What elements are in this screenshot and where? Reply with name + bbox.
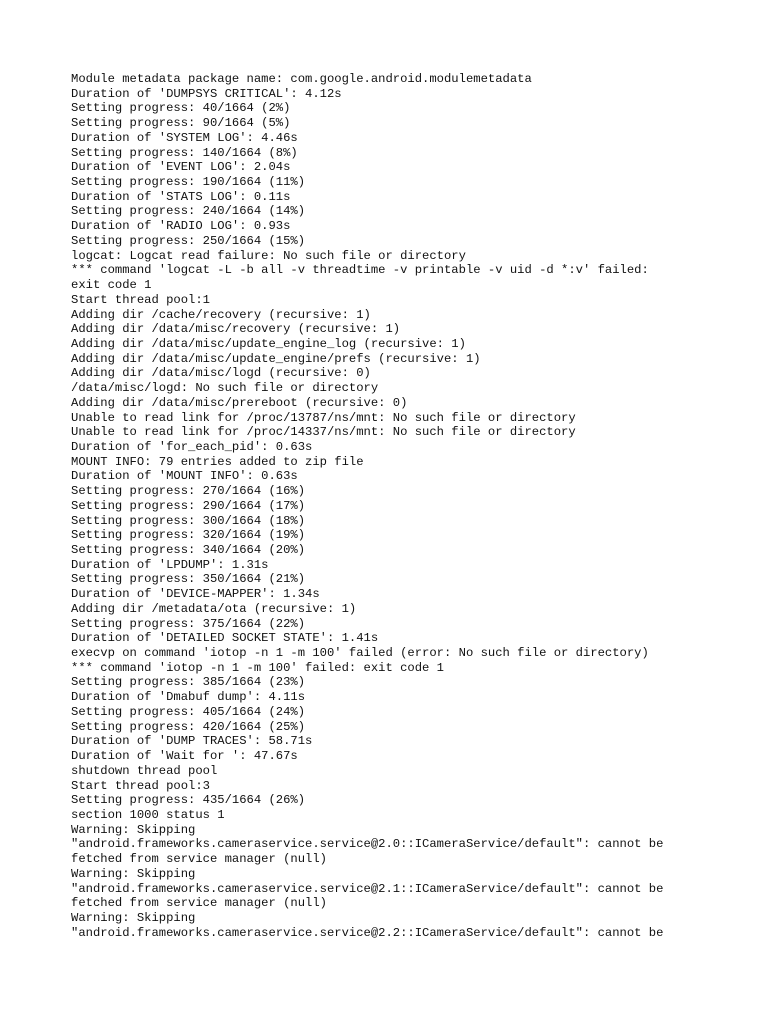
log-line: Setting progress: 385/1664 (23%)	[71, 675, 306, 690]
log-line: "android.frameworks.cameraservice.service@2.2::ICameraService/default": cannot be	[71, 925, 664, 940]
log-line: Setting progress: 290/1664 (17%)	[71, 498, 306, 513]
log-line: Setting progress: 140/1664 (8%)	[71, 145, 298, 160]
log-line: Module metadata package name: com.google.android.modulemetadata	[71, 72, 532, 86]
log-line: Duration of 'Wait for ': 47.67s	[71, 749, 298, 764]
log-line: Setting progress: 405/1664 (24%)	[71, 704, 306, 719]
log-line: Warning: Skipping	[71, 866, 196, 881]
log-line: *** command 'logcat -L -b all -v threadtime -v printable -v uid -d *:v' failed:	[71, 263, 649, 278]
log-line: Unable to read link for /proc/14337/ns/mnt: No such file or directory	[71, 425, 576, 440]
log-line: Duration of 'SYSTEM LOG': 4.46s	[71, 130, 298, 145]
log-line: section 1000 status 1	[71, 807, 225, 822]
log-line: shutdown thread pool	[71, 763, 218, 778]
log-line: Duration of 'DUMPSYS CRITICAL': 4.12s	[71, 86, 342, 101]
log-line: Setting progress: 435/1664 (26%)	[71, 793, 306, 808]
log-line: Setting progress: 270/1664 (16%)	[71, 484, 306, 499]
log-line: Setting progress: 190/1664 (11%)	[71, 175, 306, 190]
log-line: Duration of 'for_each_pid': 0.63s	[71, 439, 313, 454]
log-line: Duration of 'DUMP TRACES': 58.71s	[71, 734, 313, 749]
log-line: "android.frameworks.cameraservice.service@2.1::ICameraService/default": cannot be	[71, 881, 664, 896]
log-line: Setting progress: 375/1664 (22%)	[71, 616, 306, 631]
log-line: Setting progress: 240/1664 (14%)	[71, 204, 306, 219]
log-line: Setting progress: 350/1664 (21%)	[71, 572, 306, 587]
log-line: Duration of 'EVENT LOG': 2.04s	[71, 160, 291, 175]
log-line: Adding dir /metadata/ota (recursive: 1)	[71, 601, 357, 616]
log-line: Duration of 'DETAILED SOCKET STATE': 1.41s	[71, 631, 379, 646]
log-line: Duration of 'DEVICE-MAPPER': 1.34s	[71, 587, 320, 602]
log-line: MOUNT INFO: 79 entries added to zip file	[71, 454, 364, 469]
log-line: Adding dir /data/misc/update_engine_log (recursive: 1)	[71, 336, 466, 351]
log-line: exit code 1	[71, 278, 152, 293]
log-line: Setting progress: 90/1664 (5%)	[71, 116, 291, 131]
log-line: Setting progress: 340/1664 (20%)	[71, 543, 306, 557]
log-line: Duration of 'LPDUMP': 1.31s	[71, 557, 269, 572]
log-line: Warning: Skipping	[71, 910, 196, 925]
log-line: Setting progress: 250/1664 (15%)	[71, 233, 306, 248]
log-line: Adding dir /data/misc/prereboot (recursive: 0)	[71, 395, 408, 410]
log-line: logcat: Logcat read failure: No such file or directory	[71, 248, 466, 263]
log-line: Adding dir /data/misc/update_engine/prefs (recursive: 1)	[71, 351, 481, 366]
log-line: Warning: Skipping	[71, 822, 196, 837]
log-line: Duration of 'Dmabuf dump': 4.11s	[71, 690, 306, 705]
log-line: Start thread pool:3	[71, 778, 210, 793]
log-line: Setting progress: 40/1664 (2%)	[71, 101, 291, 116]
log-line: Duration of 'MOUNT INFO': 0.63s	[71, 469, 298, 484]
log-line: "android.frameworks.cameraservice.service@2.0::ICameraService/default": cannot be	[71, 837, 664, 852]
log-line: execvp on command 'iotop -n 1 -m 100' failed (error: No such file or directory)	[71, 646, 649, 661]
log-line: Duration of 'STATS LOG': 0.11s	[71, 189, 291, 204]
log-line: fetched from service manager (null)	[71, 852, 327, 867]
log-line: Setting progress: 420/1664 (25%)	[71, 719, 306, 734]
log-line: Start thread pool:1	[71, 292, 210, 307]
log-line: Setting progress: 320/1664 (19%)	[71, 528, 306, 543]
log-line: Setting progress: 300/1664 (18%)	[71, 513, 306, 528]
log-line: Adding dir /data/misc/recovery (recursive: 1)	[71, 322, 401, 337]
log-line: Adding dir /cache/recovery (recursive: 1)	[71, 307, 371, 322]
log-output	[71, 72, 663, 940]
log-line: Unable to read link for /proc/13787/ns/mnt: No such file or directory	[71, 410, 576, 425]
log-line: Adding dir /data/misc/logd (recursive: 0)	[71, 366, 371, 381]
log-line: fetched from service manager (null)	[71, 896, 327, 911]
log-line: *** command 'iotop -n 1 -m 100' failed: exit code 1	[71, 660, 444, 675]
log-line: Duration of 'RADIO LOG': 0.93s	[71, 219, 291, 234]
log-line: /data/misc/logd: No such file or directory	[71, 381, 379, 396]
